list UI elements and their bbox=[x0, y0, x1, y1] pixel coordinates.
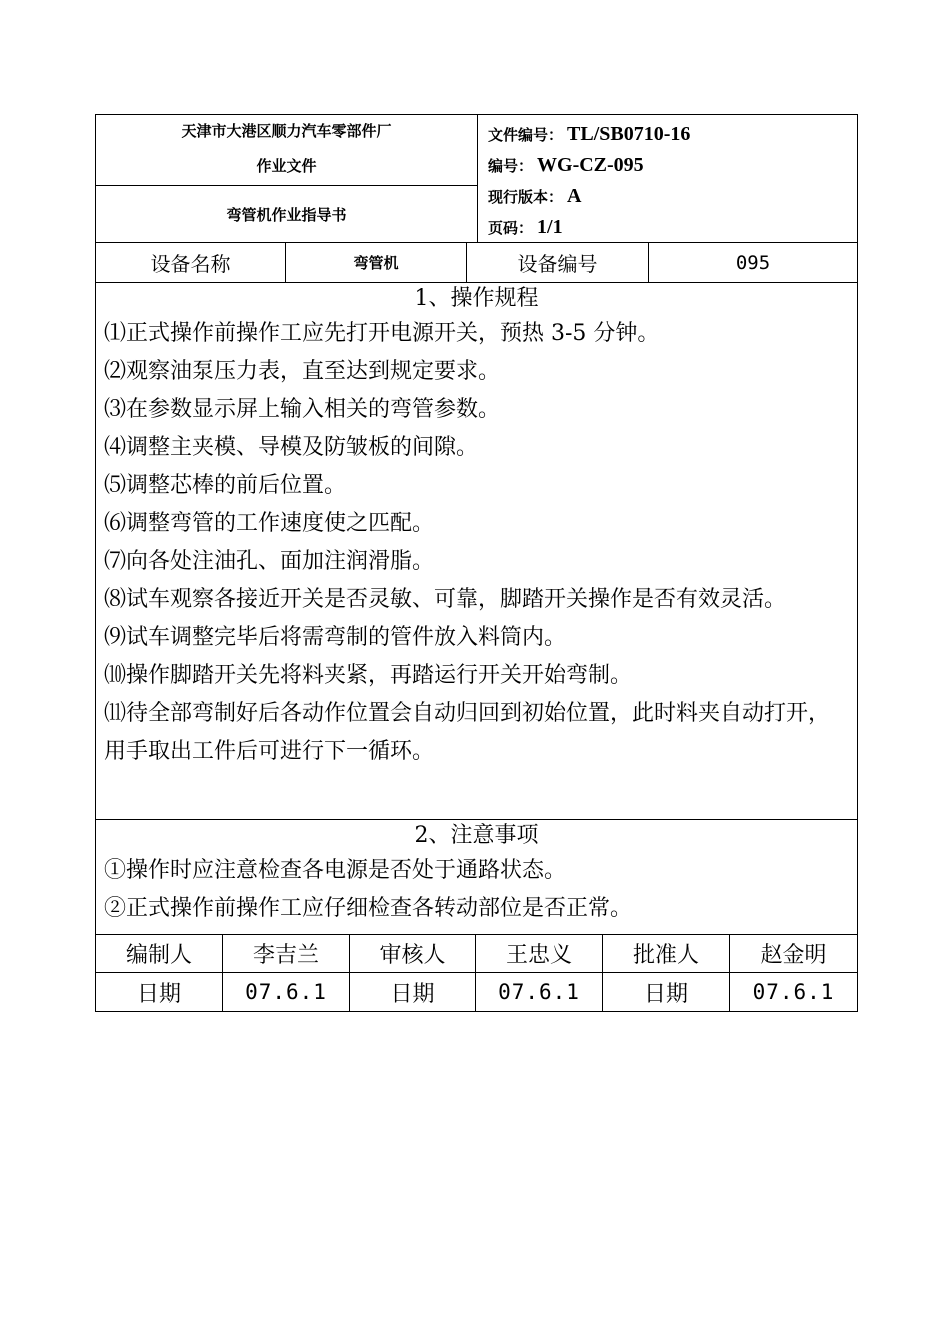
precaution-item: ①操作时应注意检查各电源是否处于通路状态。 bbox=[104, 858, 567, 883]
procedure-item: ⑺向各处注油孔、面加注润滑脂。 bbox=[104, 549, 435, 574]
section-title: 2、注意事项 bbox=[414, 823, 539, 848]
doc-title: 弯管机作业指导书 bbox=[226, 205, 347, 224]
reviewer-name: 王忠义 bbox=[476, 935, 603, 973]
meta-number bbox=[488, 150, 857, 181]
procedure-item: ⑴正式操作前操作工应先打开电源开关，预热 3-5 分钟。 bbox=[104, 321, 660, 346]
procedure-item: ⑶在参数显示屏上输入相关的弯管参数。 bbox=[104, 397, 501, 422]
meta-label: 文件编号： bbox=[488, 126, 564, 144]
equipment-row bbox=[95, 243, 858, 283]
equipment-number-value: 095 bbox=[735, 251, 771, 274]
date-value: 07.6.1 bbox=[752, 980, 835, 1004]
operating-procedures-section bbox=[95, 283, 858, 820]
date-label: 日期 bbox=[350, 973, 476, 1011]
equipment-name-value: 弯管机 bbox=[286, 243, 467, 282]
meta-label: 页码： bbox=[488, 219, 534, 237]
meta-value: A bbox=[567, 185, 582, 207]
meta-value: 1/1 bbox=[537, 216, 563, 238]
compiler-name: 李吉兰 bbox=[223, 935, 350, 973]
meta-page bbox=[488, 212, 857, 243]
date-label: 日期 bbox=[603, 973, 730, 1011]
procedure-item: ⑾待全部弯制好后各动作位置会自动归回到初始位置，此时料夹自动打开，用手取出工件后可进行下一循环。 bbox=[104, 701, 831, 764]
doc-type: 作业文件 bbox=[256, 157, 317, 175]
section-title: 1、操作规程 bbox=[414, 286, 539, 311]
procedure-item: ⑽操作脚踏开关先将料夹紧，再踏运行开关开始弯制。 bbox=[104, 663, 633, 688]
approver-name: 赵金明 bbox=[730, 935, 857, 973]
procedure-item: ⑹调整弯管的工作速度使之匹配。 bbox=[104, 511, 435, 536]
header-meta bbox=[478, 115, 857, 242]
compiler-label: 编制人 bbox=[96, 935, 223, 973]
meta-value: WG-CZ-095 bbox=[537, 154, 644, 176]
meta-value: TL/SB0710-16 bbox=[567, 123, 691, 145]
procedure-item: ⑼试车调整完毕后将需弯制的管件放入料筒内。 bbox=[104, 625, 567, 650]
equipment-number-label: 设备编号 bbox=[467, 243, 649, 282]
company-name: 天津市大港区顺力汽车零部件厂 bbox=[181, 122, 392, 140]
procedure-item: ⑵观察油泵压力表，直至达到规定要求。 bbox=[104, 359, 501, 384]
meta-version bbox=[488, 181, 857, 212]
date-value: 07.6.1 bbox=[476, 973, 603, 1011]
date-label: 日期 bbox=[96, 973, 223, 1011]
meta-label: 现行版本： bbox=[488, 188, 564, 206]
signature-table bbox=[95, 935, 858, 1012]
procedure-item: ⑷调整主夹模、导模及防皱板的间隙。 bbox=[104, 435, 479, 460]
header-left bbox=[96, 115, 478, 242]
approver-label: 批准人 bbox=[603, 935, 730, 973]
equipment-name-label: 设备名称 bbox=[96, 243, 286, 282]
meta-label: 编号： bbox=[488, 157, 534, 175]
document bbox=[95, 114, 858, 1012]
reviewer-label: 审核人 bbox=[350, 935, 476, 973]
company-block bbox=[96, 115, 477, 186]
procedure-item: ⑻试车观察各接近开关是否灵敏、可靠，脚踏开关操作是否有效灵活。 bbox=[104, 587, 787, 612]
document-header bbox=[95, 114, 858, 243]
procedure-item: ⑸调整芯棒的前后位置。 bbox=[104, 473, 347, 498]
precaution-item: ②正式操作前操作工应仔细检查各转动部位是否正常。 bbox=[104, 896, 633, 921]
date-value: 07.6.1 bbox=[223, 973, 350, 1011]
meta-file-number bbox=[488, 119, 857, 150]
precautions-section bbox=[95, 820, 858, 935]
